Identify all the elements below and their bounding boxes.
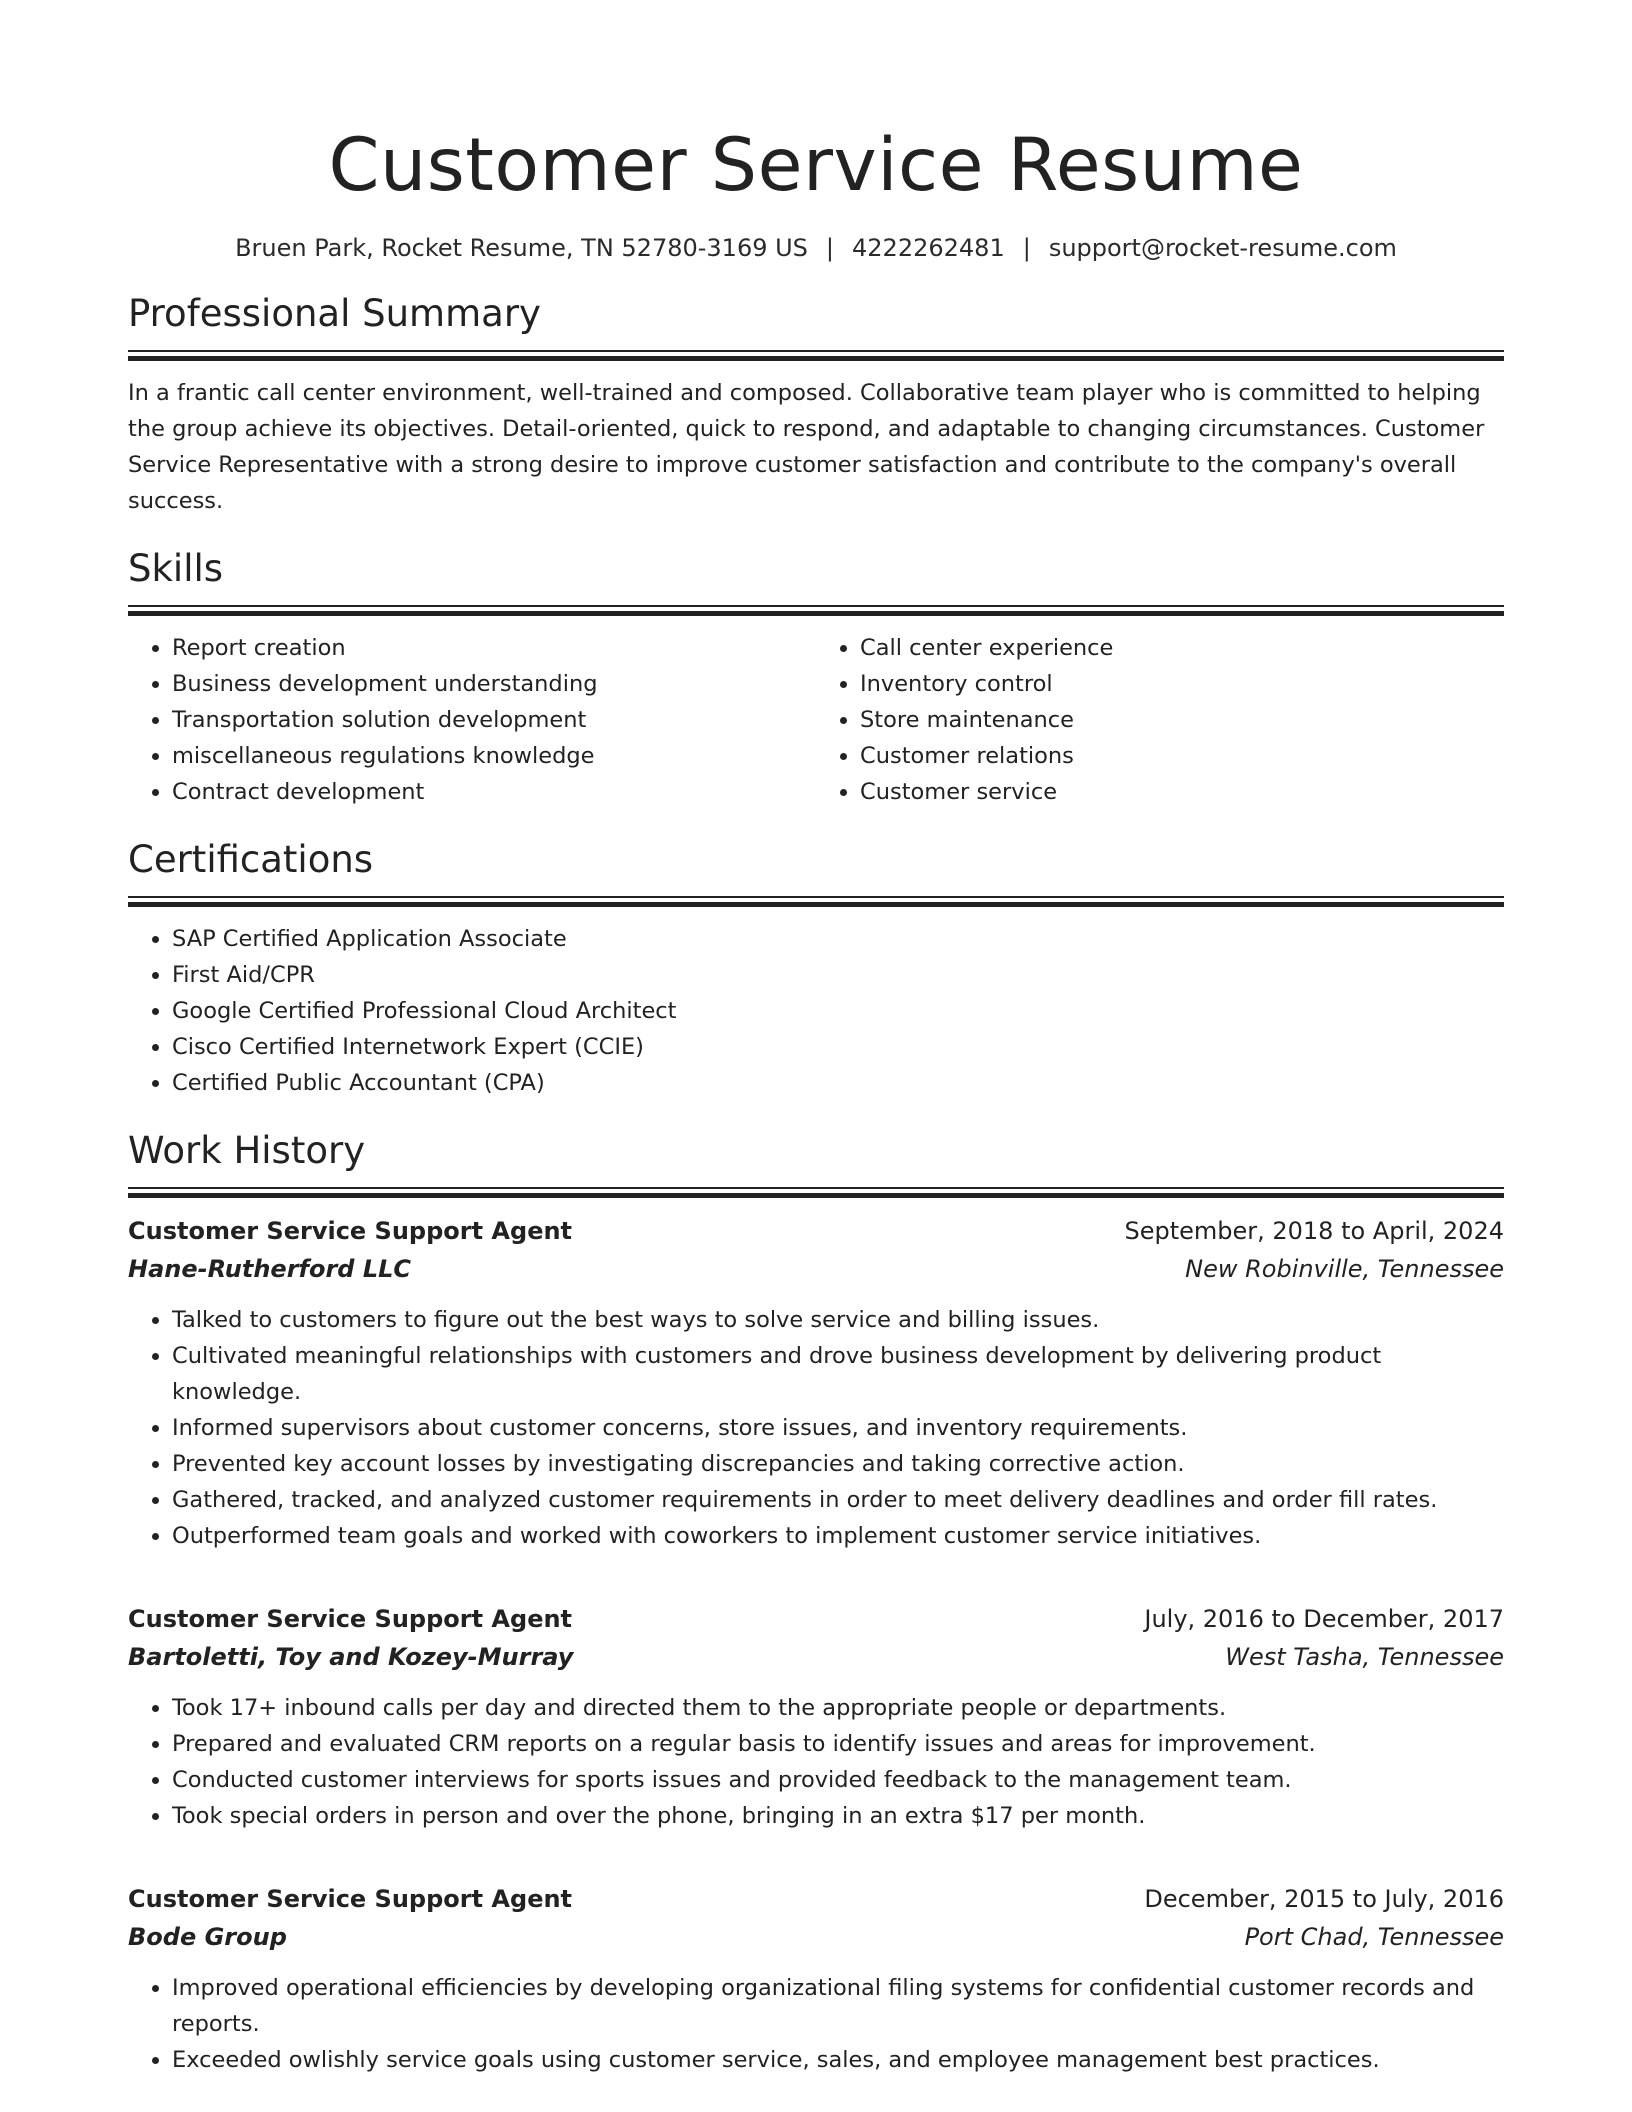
job-entry [128,1880,1504,2078]
section-certifications [128,836,1504,1101]
skill-item: • Transportation solution development [172,702,816,738]
skill-item: • Customer service [860,774,1504,810]
job-bullet: • Prevented key account losses by investigating discrepancies and taking corrective action. [172,1446,1504,1482]
job-bullet: • Talked to customers to figure out the best ways to solve service and billing issues. [172,1302,1504,1338]
job-dates: July, 2016 to December, 2017 [1144,1605,1504,1633]
certification-item: • Certified Public Accountant (CPA) [172,1065,1504,1101]
skill-item: • Call center experience [860,630,1504,666]
job-bullet: • Cultivated meaningful relationships with customers and drove business development by delivering product knowledge. [172,1338,1504,1410]
job-company: Hane-Rutherford LLC [128,1255,412,1283]
section-divider [128,896,1504,907]
job-company: Bartoletti, Toy and Kozey-Murray [128,1643,574,1671]
job-bullet: • Improved operational efficiencies by developing organizational filing systems for confidential customer records and reports. [172,1970,1504,2042]
section-work-history [128,1127,1504,2078]
skill-item: • Contract development [172,774,816,810]
section-heading: Work History [128,1129,366,1172]
skills-grid [128,616,1504,810]
job-bullets [128,1302,1504,1554]
skill-item: • miscellaneous regulations knowledge [172,738,816,774]
job-bullet: • Gathered, tracked, and analyzed customer requirements in order to meet delivery deadlines and order fill rates. [172,1482,1504,1518]
contact-line [128,232,1504,264]
skills-list-left [128,630,816,810]
job-bullet: • Outperformed team goals and worked with coworkers to implement customer service initiatives. [172,1518,1504,1554]
section-heading: Certifications [128,838,374,881]
job-bullet: • Informed supervisors about customer concerns, store issues, and inventory requirements. [172,1410,1504,1446]
job-entry [128,1600,1504,1834]
certification-item: • Cisco Certified Internetwork Expert (CCIE) [172,1029,1504,1065]
job-title: Customer Service Support Agent [128,1217,573,1245]
summary-text: In a frantic call center environment, well-trained and composed. Collaborative team player who is committed to helping the group achieve its objectives. Detail-oriented, quick to respond, and adaptable to changing circumstances. Customer Service Representative with a strong desire to improve customer satisfaction and contribute to the company's overall success. [128,380,1485,514]
job-dates: September, 2018 to April, 2024 [1124,1217,1504,1245]
skills-list-right [816,630,1504,810]
job-bullets [128,1690,1504,1834]
section-heading: Professional Summary [128,292,541,335]
section-divider [128,605,1504,616]
skill-item: • Inventory control [860,666,1504,702]
job-bullet: • Prepared and evaluated CRM reports on a regular basis to identify issues and areas for improvement. [172,1726,1504,1762]
job-bullet: • Conducted customer interviews for sports issues and provided feedback to the management team. [172,1762,1504,1798]
section-divider [128,350,1504,361]
certification-item: • Google Certified Professional Cloud Architect [172,993,1504,1029]
section-professional-summary [128,290,1504,519]
job-bullets [128,1970,1504,2078]
contact-address: Bruen Park, Rocket Resume, TN 52780-3169 US [235,234,808,262]
job-bullet: • Took special orders in person and over the phone, bringing in an extra $17 per month. [172,1798,1504,1834]
skill-item: • Report creation [172,630,816,666]
resume-title: Customer Service Resume [328,123,1304,208]
job-location: New Robinville, Tennessee [1185,1255,1504,1283]
certification-item: • SAP Certified Application Associate [172,921,1504,957]
contact-phone: 4222262481 [852,234,1005,262]
contact-email: support@rocket-resume.com [1048,234,1397,262]
job-location: Port Chad, Tennessee [1244,1923,1504,1951]
section-skills [128,545,1504,810]
job-title: Customer Service Support Agent [128,1605,573,1633]
certification-item: • First Aid/CPR [172,957,1504,993]
job-bullet: • Exceeded owlishly service goals using customer service, sales, and employee management best practices. [172,2042,1504,2078]
section-divider [128,1187,1504,1198]
contact-separator: | [1022,234,1031,262]
job-location: West Tasha, Tennessee [1225,1643,1504,1671]
skill-item: • Business development understanding [172,666,816,702]
skill-item: • Store maintenance [860,702,1504,738]
job-entry [128,1212,1504,1554]
contact-separator: | [825,234,835,262]
section-heading: Skills [128,547,224,590]
skill-item: • Customer relations [860,738,1504,774]
certifications-list [128,921,1504,1101]
job-title: Customer Service Support Agent [128,1885,573,1913]
job-bullet: • Took 17+ inbound calls per day and directed them to the appropriate people or departments. [172,1690,1504,1726]
job-dates: December, 2015 to July, 2016 [1144,1885,1504,1913]
job-company: Bode Group [128,1923,287,1951]
